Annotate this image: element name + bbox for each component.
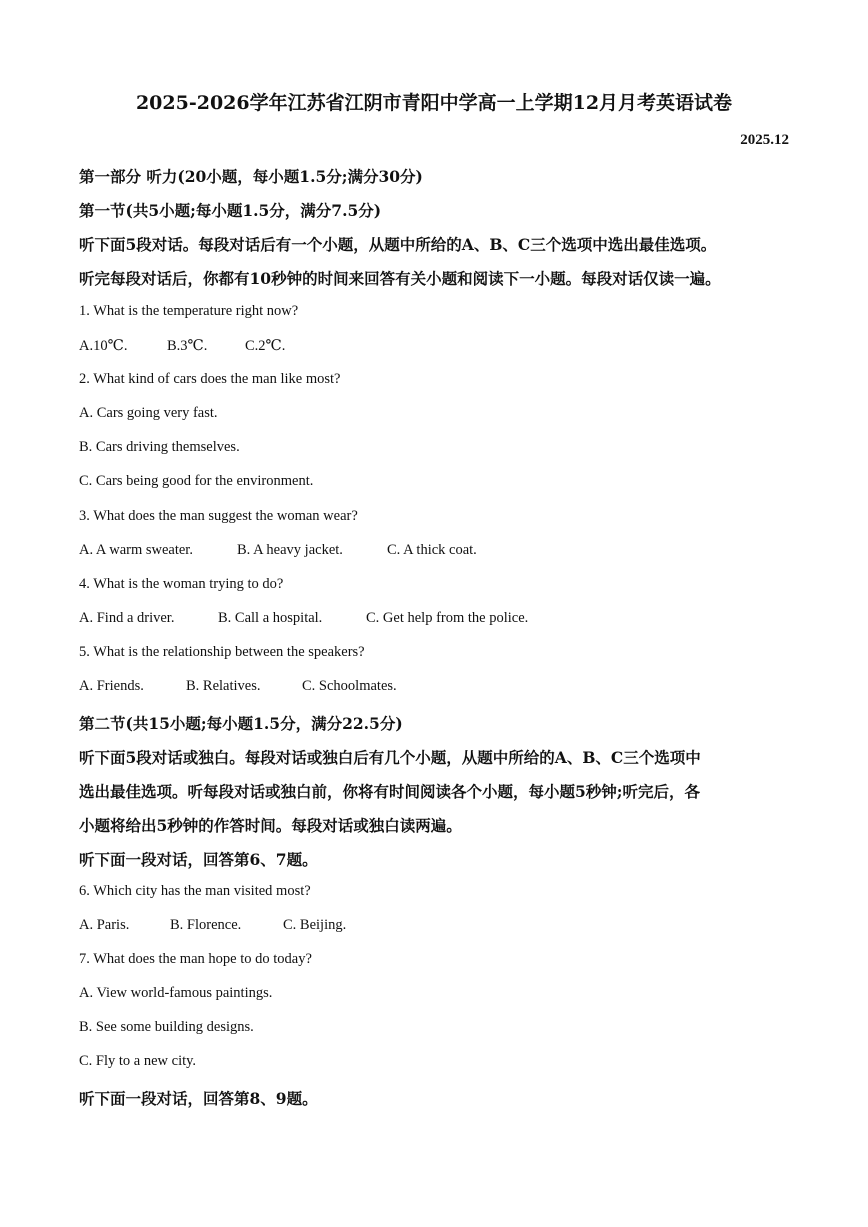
option-c: C.2℃. [245,338,286,354]
option-b: B. Call a hospital. [218,610,323,626]
option-b: B. See some building designs. [79,1019,254,1035]
option-a: A. A warm sweater. [79,542,193,558]
exam-title: 2025-2026学年江苏省江阴市青阳中学高一上学期12月月考英语试卷 [135,92,733,114]
option-c: C. Fly to a new city. [79,1053,197,1069]
exam-date: 2025.12 [740,132,789,148]
question-options [79,917,346,934]
option-b: B. Relatives. [186,678,261,694]
option-a: A. Friends. [79,678,144,694]
option-a: A. View world-famous paintings. [79,985,273,1001]
question-stem: 2. What kind of cars does the man like most? [79,371,341,387]
section1-heading: 第一节(共5小题;每小题1.5分，满分7.5分) [79,201,382,220]
section2-heading: 第二节(共15小题;每小题1.5分，满分22.5分) [79,714,403,733]
option-b: B.3℃. [167,338,208,354]
question-stem: 6. Which city has the man visited most? [79,883,311,899]
question-options [79,678,397,695]
section2-instructions-line2: 选出最佳选项。听每段对话或独白前，你将有时间阅读各个小题，每小题5秒钟;听完后，各 [79,782,701,801]
option-c: C. Beijing. [283,917,347,933]
option-b: B. A heavy jacket. [237,542,343,558]
question-options [79,338,285,355]
option-a: A.10℃. [79,338,128,354]
section1-instructions-line2: 听完每段对话后，你都有10秒钟的时间来回答有关小题和阅读下一小题。每段对话仅读一遍。 [79,269,721,288]
option-a: A. Paris. [79,917,130,933]
option-a: A. Cars going very fast. [79,405,218,421]
dialogue-instruction-8-9: 听下面一段对话，回答第8、9题。 [79,1089,318,1108]
option-b: B. Cars driving themselves. [79,439,240,455]
question-stem: 7. What does the man hope to do today? [79,951,312,967]
option-c: C. Cars being good for the environment. [79,473,314,489]
part1-heading: 第一部分 听力(20小题，每小题1.5分;满分30分) [79,167,423,186]
section1-instructions-line1: 听下面5段对话。每段对话后有一个小题，从题中所给的A、B、C三个选项中选出最佳选项。 [79,235,717,254]
question-stem: 3. What does the man suggest the woman wear? [79,508,358,524]
section2-instructions-line1: 听下面5段对话或独白。每段对话或独白后有几个小题，从题中所给的A、B、C三个选项中 [79,748,701,767]
question-stem: 1. What is the temperature right now? [79,303,299,319]
question-options [79,542,477,559]
option-c: C. A thick coat. [387,542,477,558]
option-b: B. Florence. [170,917,242,933]
option-c: C. Get help from the police. [366,610,529,626]
question-options [79,610,528,627]
question-stem: 5. What is the relationship between the speakers? [79,644,365,660]
dialogue-instruction-6-7: 听下面一段对话，回答第6、7题。 [79,850,318,869]
question-stem: 4. What is the woman trying to do? [79,576,284,592]
option-c: C. Schoolmates. [302,678,397,694]
option-a: A. Find a driver. [79,610,175,626]
section2-instructions-line3: 小题将给出5秒钟的作答时间。每段对话或独白读两遍。 [79,816,462,835]
